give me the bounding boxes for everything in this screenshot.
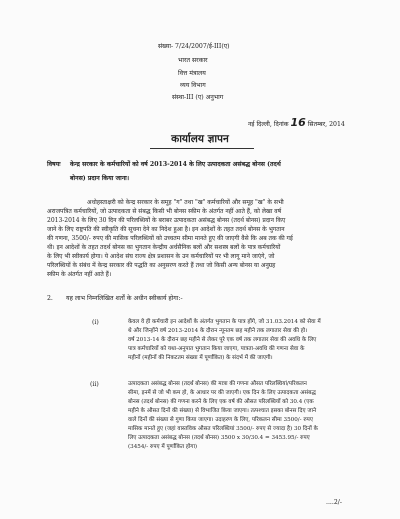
paragraph-1-line: थी। इन आदेशों के तहत तदर्थ बोनस का भुगतान केन्द्रीय अर्धसैनिक बलों और सशस्त्र बलों के पात्र कर्मचारियों xyxy=(47,244,281,251)
item-2-line: उत्पादकता असंबद्ध बोनस (तदर्थ बोनस) की मात्रा की गणना औसत परिलब्धियां/परिकलन xyxy=(128,381,307,387)
item-2-line: सीमा, इनमें से जो भी कम हो, के आधार पर की जाएगी। एक दिन के लिए उत्पादकता असंबद्ध xyxy=(128,390,316,396)
paragraph-2-number: 2. xyxy=(47,295,53,302)
item-2-number: (ii) xyxy=(90,381,99,388)
paragraph-1-line: 2013-2014 के लिए 30 दिन की परिलब्धियों के बराबर उत्पादकता असंबद्ध बोनस (तदर्थ बोनस) प्रदान किए xyxy=(47,217,286,224)
subject-line-2: बोनस) प्रदान किया जाना। xyxy=(70,175,130,182)
reference-number: संख्या- 7/24/2007/ई-III(ए) xyxy=(158,43,230,50)
page-continuation-marker: ....2/- xyxy=(326,499,342,506)
item-1-body xyxy=(128,318,360,363)
section-name: संस्था-III (ए) अनुभाग xyxy=(172,94,224,101)
ministry-name: वित्त मंत्रालय xyxy=(178,70,206,77)
paragraph-2-text: यह लाभ निम्नलिखित शर्तों के अधीन स्वीकार्य होगा:- xyxy=(66,295,183,302)
item-1-line: पात्र कर्मचारियों को यथा-अनुपात भुगतान किया जाएगा, पात्रता-अवधि की गणना सेवा के xyxy=(128,346,305,352)
memo-title: कार्यालय ज्ञापन xyxy=(171,133,229,145)
item-2-line: वाले दिनों की संख्या से गुणा किया जाएगा। उदाहरण के लिए, परिकलन सीमा 3500/- रुपए xyxy=(128,417,313,423)
paragraph-1-line: परिलब्धियों के संबंध में केन्द्र सरकार की पद्धति का अनुसरण करते हैं तथा जो किसी अन्य बोनस या अनुग्रह xyxy=(47,262,276,269)
paragraph-1-line: स्कीम के अंतर्गत नहीं आते हैं। xyxy=(47,271,112,278)
item-2-line: लिए उत्पादकता असंबद्ध बोनस (तदर्थ बोनस) 3500 x 30/30.4 = 3453.95/- रुपए xyxy=(128,435,310,441)
item-1-number: (i) xyxy=(92,319,99,326)
title-underline xyxy=(150,148,254,149)
item-2-line: महीने के औसत दिनों की संख्या) से विभाजित किया जाएगा। तत्पश्चात इसका बोनस दिए जाने xyxy=(128,408,317,414)
subject-line-1: केन्द्र सरकार के कर्मचारियों को वर्ष 2013-2014 के लिए उत्पादकता असंबद्ध बोनस (तदर्थ xyxy=(70,161,281,168)
date-day: 16 xyxy=(290,116,306,129)
item-2-line: (3454/- रुपए में पूर्णांकित होगा) xyxy=(128,444,198,450)
date-month-year: सितम्बर, 2014 xyxy=(307,121,345,128)
government-name: भारत सरकार xyxy=(178,57,208,64)
item-1-line: केवल वे ही कर्मचारी इन आदेशों के अंतर्गत भुगतान के पात्र होंगे, जो 31.03.2014 को सेवा में xyxy=(128,319,321,325)
paragraph-1-line: अधोहस्ताक्षरी को केन्द्र सरकार के समूह "ग" तथा "ख" कर्मचारियों और समूह "ख" के सभी xyxy=(87,199,284,206)
paragraph-1 xyxy=(47,198,359,279)
date-prefix: नई दिल्ली, दिनांक xyxy=(248,121,289,128)
item-1-line: महीनों (महीनों की निकटतम संख्या में पूर्णांकित) के संदर्भ में की जाएगी। xyxy=(128,355,273,361)
department-name: व्यय विभाग xyxy=(180,82,206,89)
paragraph-1-line: जाने के लिए राष्ट्रपति की स्वीकृति की सूचना देने का निदेश हुआ है। इन आदेशों के तहत तदर्थ बोनस के भुगतान xyxy=(47,226,285,233)
paragraph-1-line: अराजपत्रित कर्मचारियों, जो उत्पादकता से संबद्ध किसी भी बोनस स्कीम के अंतर्गत नहीं आते हैं, को लेखा वर्ष xyxy=(47,208,282,215)
paragraph-1-line: की गणना, 3500/- रुपए की मासिक परिलब्धियों को उच्चतम सीमा मानते हुए की जाएगी वैसे कि अब तक की गई xyxy=(47,235,293,242)
item-2-line: बोनस (तदर्थ बोनस) की गणना करने के लिए एक वर्ष की औसत परिलब्धियों को 30.4 (एक xyxy=(128,399,314,405)
item-2-body xyxy=(128,380,360,452)
item-1-line: थे और जिन्होंने वर्ष 2013-2014 के दौरान न्यूनतम छह महीने तक लगातार सेवा की हो। xyxy=(128,328,308,334)
paragraph-1-line: के लिए भी स्वीकार्य होगा। ये आदेश संघ राज्य क्षेत्र प्रशासन के उन कर्मचारियों पर भी लागू माने जाएंगे, जो xyxy=(47,253,275,260)
date-line xyxy=(248,117,345,128)
item-2-line: मासिक मानते हुए (जहां वास्तविक औसत परिलब्धियां 3500/- रुपए से ज्यादा है) 30 दिनों के xyxy=(128,426,318,432)
item-1-line: वर्ष 2013-14 के दौरान छह महीने से लेकर पूरे एक वर्ष तक लगातार सेवा की अवधि के लिए xyxy=(128,337,317,343)
subject-label: विषयः xyxy=(47,161,61,168)
